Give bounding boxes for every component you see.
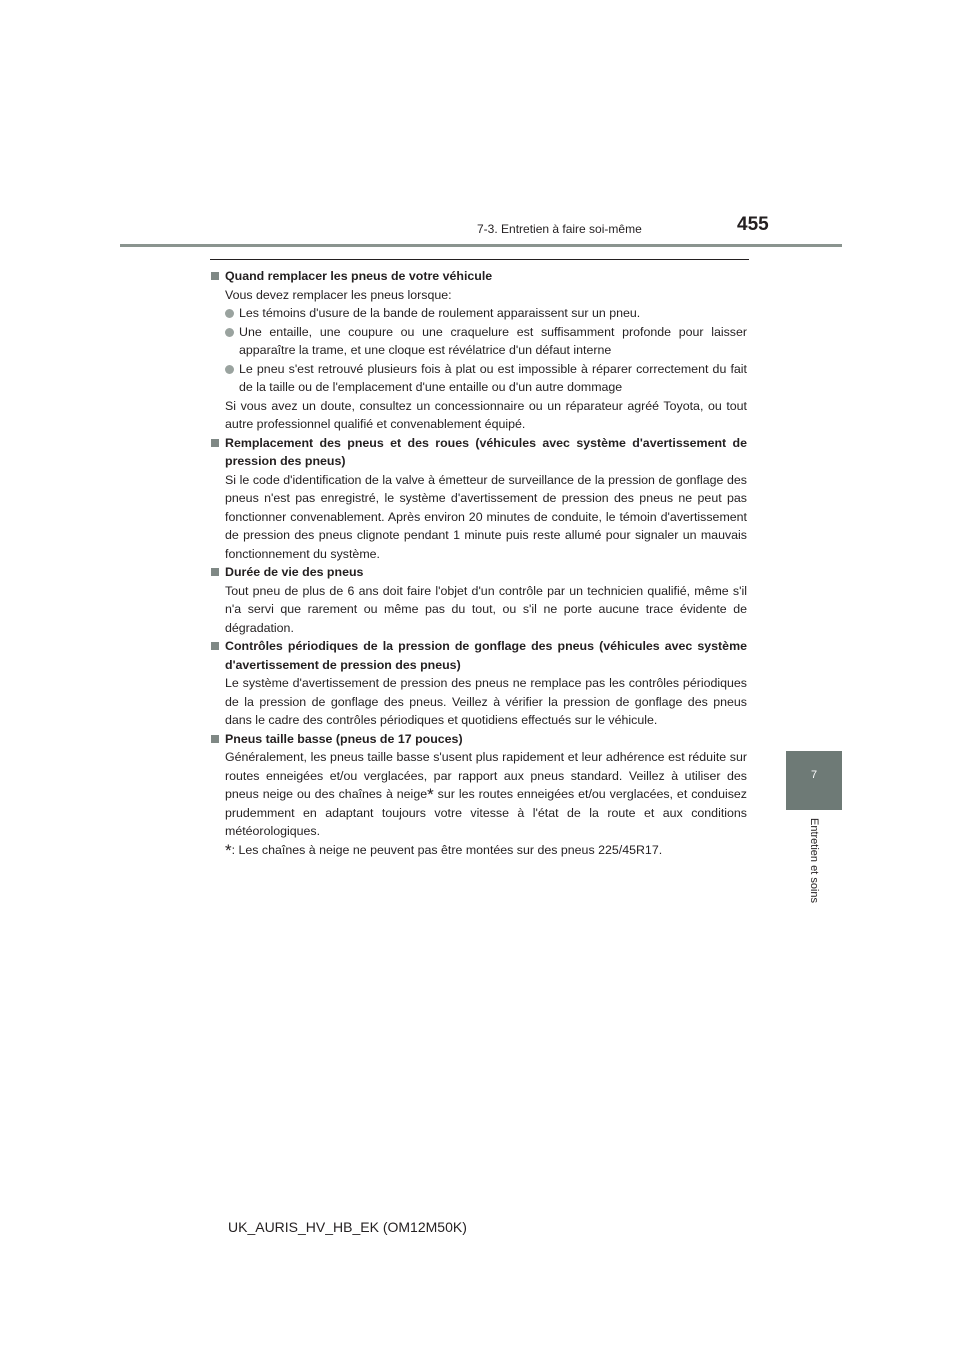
footnote-text: : Les chaînes à neige ne peuvent pas être montées sur des pneus 225/45R17. (231, 842, 663, 857)
list-item-text: Une entaille, une coupure ou une craquelure est suffisamment profonde pour laisser apparaître la trame, et une cloque est révélatrice d'un défaut interne (239, 324, 747, 357)
circle-bullet-icon (225, 328, 234, 337)
section-heading (211, 730, 747, 749)
section-body-text: sur les routes enneigées et/ou verglacées, et conduisez prudemment en adaptant toujours votre vitesse à l'état de la route et aux conditions météorologiques. (225, 787, 747, 838)
section-heading (211, 267, 747, 286)
chapter-label (806, 818, 822, 918)
section-heading (211, 563, 747, 582)
section-title: 7-3. Entretien à faire soi-même (477, 222, 642, 236)
section-heading-text: Durée de vie des pneus (225, 565, 364, 579)
circle-bullet-icon (225, 365, 234, 374)
section-heading (211, 637, 747, 674)
document-code: UK_AURIS_HV_HB_EK (OM12M50K) (228, 1219, 467, 1235)
section-body: Si le code d'identification de la valve à émetteur de surveillance de la pression de gonflage des pneus n'est pas enregistré, le système d'avertissement de pression des pneus ne peut pas fonctionner convenablement. Après environ 20 minutes de conduite, le témoin d'avertissement de pression des pneus clignote pendant 1 minute puis reste allumé pour signaler un mauvais fonctionnement du système. (225, 472, 747, 561)
section-body: Le système d'avertissement de pression des pneus ne remplace pas les contrôles périodiques de la pression de gonflage des pneus. Veillez à vérifier la pression de gonflage des pneus dans le cadre des contrôles périodiques et quotidiens effectués sur le véhicule. (225, 676, 747, 727)
section-heading-text: Contrôles périodiques de la pression de gonflage des pneus (véhicules avec système d'avertissement de pression des pneus) (225, 639, 747, 672)
page-number: 455 (737, 214, 769, 235)
section-body (211, 748, 747, 841)
header-rule (120, 244, 842, 247)
section-body: Si vous avez un doute, consultez un concessionnaire ou un réparateur agréé Toyota, ou tout autre professionnel qualifié et convenablement équipé. (225, 398, 747, 431)
list-item (211, 360, 747, 397)
section-heading-text: Pneus taille basse (pneus de 17 pouces) (225, 731, 463, 746)
circle-bullet-icon (225, 309, 234, 318)
list-item (211, 323, 747, 360)
square-bullet-icon (211, 735, 219, 743)
section-heading (211, 434, 747, 471)
section-body-text: Généralement, les pneus taille basse s'usent plus rapidement et leur adhérence est réduite sur routes enneigées et/ou verglacées, par rapport aux pneus standard. Veillez à utiliser des pneus neige ou des chaînes à neige (225, 750, 747, 801)
page-content (211, 267, 747, 859)
list-item-text: Les témoins d'usure de la bande de roulement apparaissent sur un pneu. (239, 306, 641, 320)
section-body: Tout pneu de plus de 6 ans doit faire l'objet d'un contrôle par un technicien qualifié, même s'il n'a servi que rarement ou même pas du tout, ou s'il ne porte aucune trace évidente de dégradation. (225, 583, 747, 635)
square-bullet-icon (211, 272, 219, 280)
section-heading-text: Quand remplacer les pneus de votre véhicule (225, 269, 493, 283)
section-heading-text: Remplacement des pneus et des roues (véhicules avec système d'avertissement de pression des pneus) (225, 435, 747, 468)
chapter-tab[interactable] (786, 751, 842, 810)
square-bullet-icon (211, 568, 219, 576)
footnote (211, 841, 747, 860)
footnote-marker[interactable]: * (427, 785, 434, 804)
square-bullet-icon (211, 642, 219, 650)
chapter-number: 7 (810, 769, 818, 781)
chapter-label-text: Entretien et soins (808, 818, 820, 903)
footnote-star: * (225, 840, 232, 860)
list-item-text: Le pneu s'est retrouvé plusieurs fois à plat ou est impossible à réparer correctement du fait de la taille ou de l'emplacement d'une entaille ou d'un autre dommage (239, 361, 747, 394)
section-intro: Vous devez remplacer les pneus lorsque: (225, 287, 452, 302)
list-item (211, 304, 747, 323)
square-bullet-icon (211, 439, 219, 447)
content-rule (210, 259, 749, 260)
